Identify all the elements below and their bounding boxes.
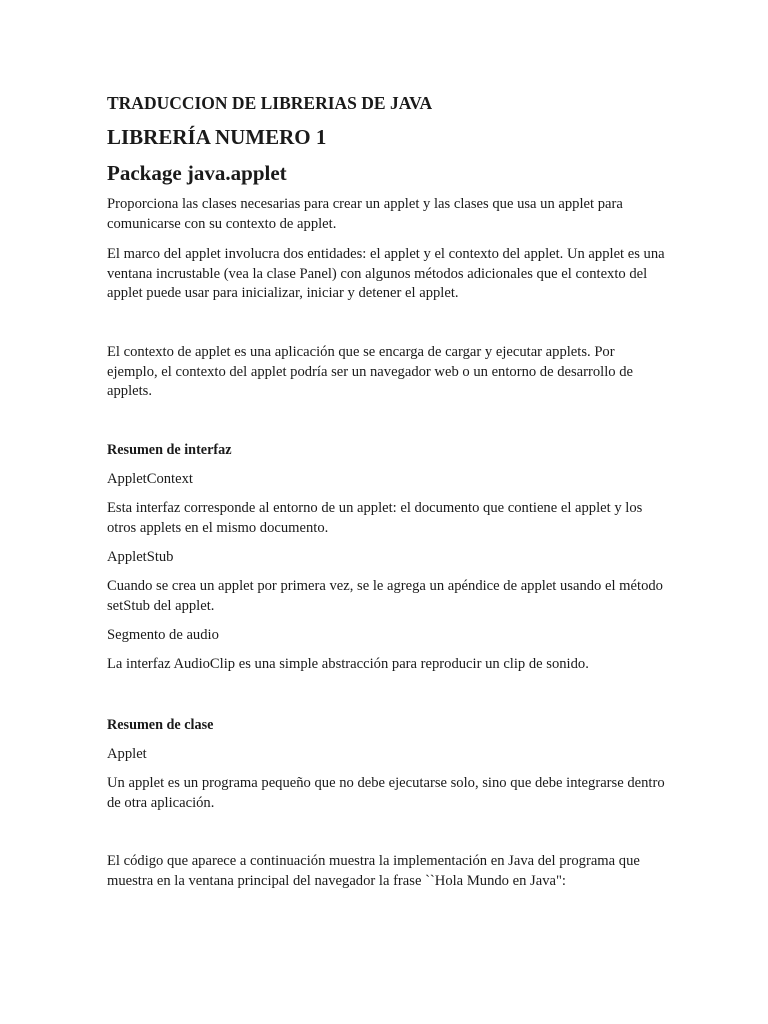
interface-description-audio-segment: La interfaz AudioClip es una simple abstracción para reproducir un clip de sonido. (107, 656, 589, 672)
intro-paragraph: Proporciona las clases necesarias para crear un applet y las clases que usa un applet para comunicarse con su contexto de applet. (107, 196, 623, 232)
package-heading: Package java.applet (107, 161, 287, 185)
interface-name-audio-segment: Segmento de audio (107, 627, 219, 643)
framework-paragraph: El marco del applet involucra dos entidades: el applet y el contexto del applet. Un applet es una ventana incrustable (vea la clase Panel) con algunos métodos adicionales que el contexto del applet puede usar para inicializar, iniciar y detener el applet. (107, 246, 665, 301)
document-title: TRADUCCION DE LIBRERIAS DE JAVA (107, 93, 433, 113)
interface-summary-heading: Resumen de interfaz (107, 442, 232, 458)
class-summary-heading: Resumen de clase (107, 717, 214, 733)
class-name-applet: Applet (107, 746, 147, 762)
class-description-applet: Un applet es un programa pequeño que no debe ejecutarse solo, sino que debe integrarse dentro de otra aplicación. (107, 775, 665, 811)
interface-name-appletstub: AppletStub (107, 549, 174, 565)
code-intro-paragraph: El código que aparece a continuación muestra la implementación en Java del programa que muestra en la ventana principal del navegador la frase ``Hola Mundo en Java": (107, 853, 640, 889)
context-paragraph: El contexto de applet es una aplicación que se encarga de cargar y ejecutar applets. Por ejemplo, el contexto del applet podría ser un navegador web o un entorno de desarrollo de applets. (107, 344, 634, 399)
interface-name-appletcontext: AppletContext (107, 471, 193, 487)
interface-description-appletcontext: Esta interfaz corresponde al entorno de un applet: el documento que contiene el applet y los otros applets en el mismo documento. (107, 500, 643, 536)
library-heading: LIBRERÍA NUMERO 1 (107, 125, 327, 149)
interface-description-appletstub: Cuando se crea un applet por primera vez, se le agrega un apéndice de applet usando el método setStub del applet. (107, 578, 663, 614)
